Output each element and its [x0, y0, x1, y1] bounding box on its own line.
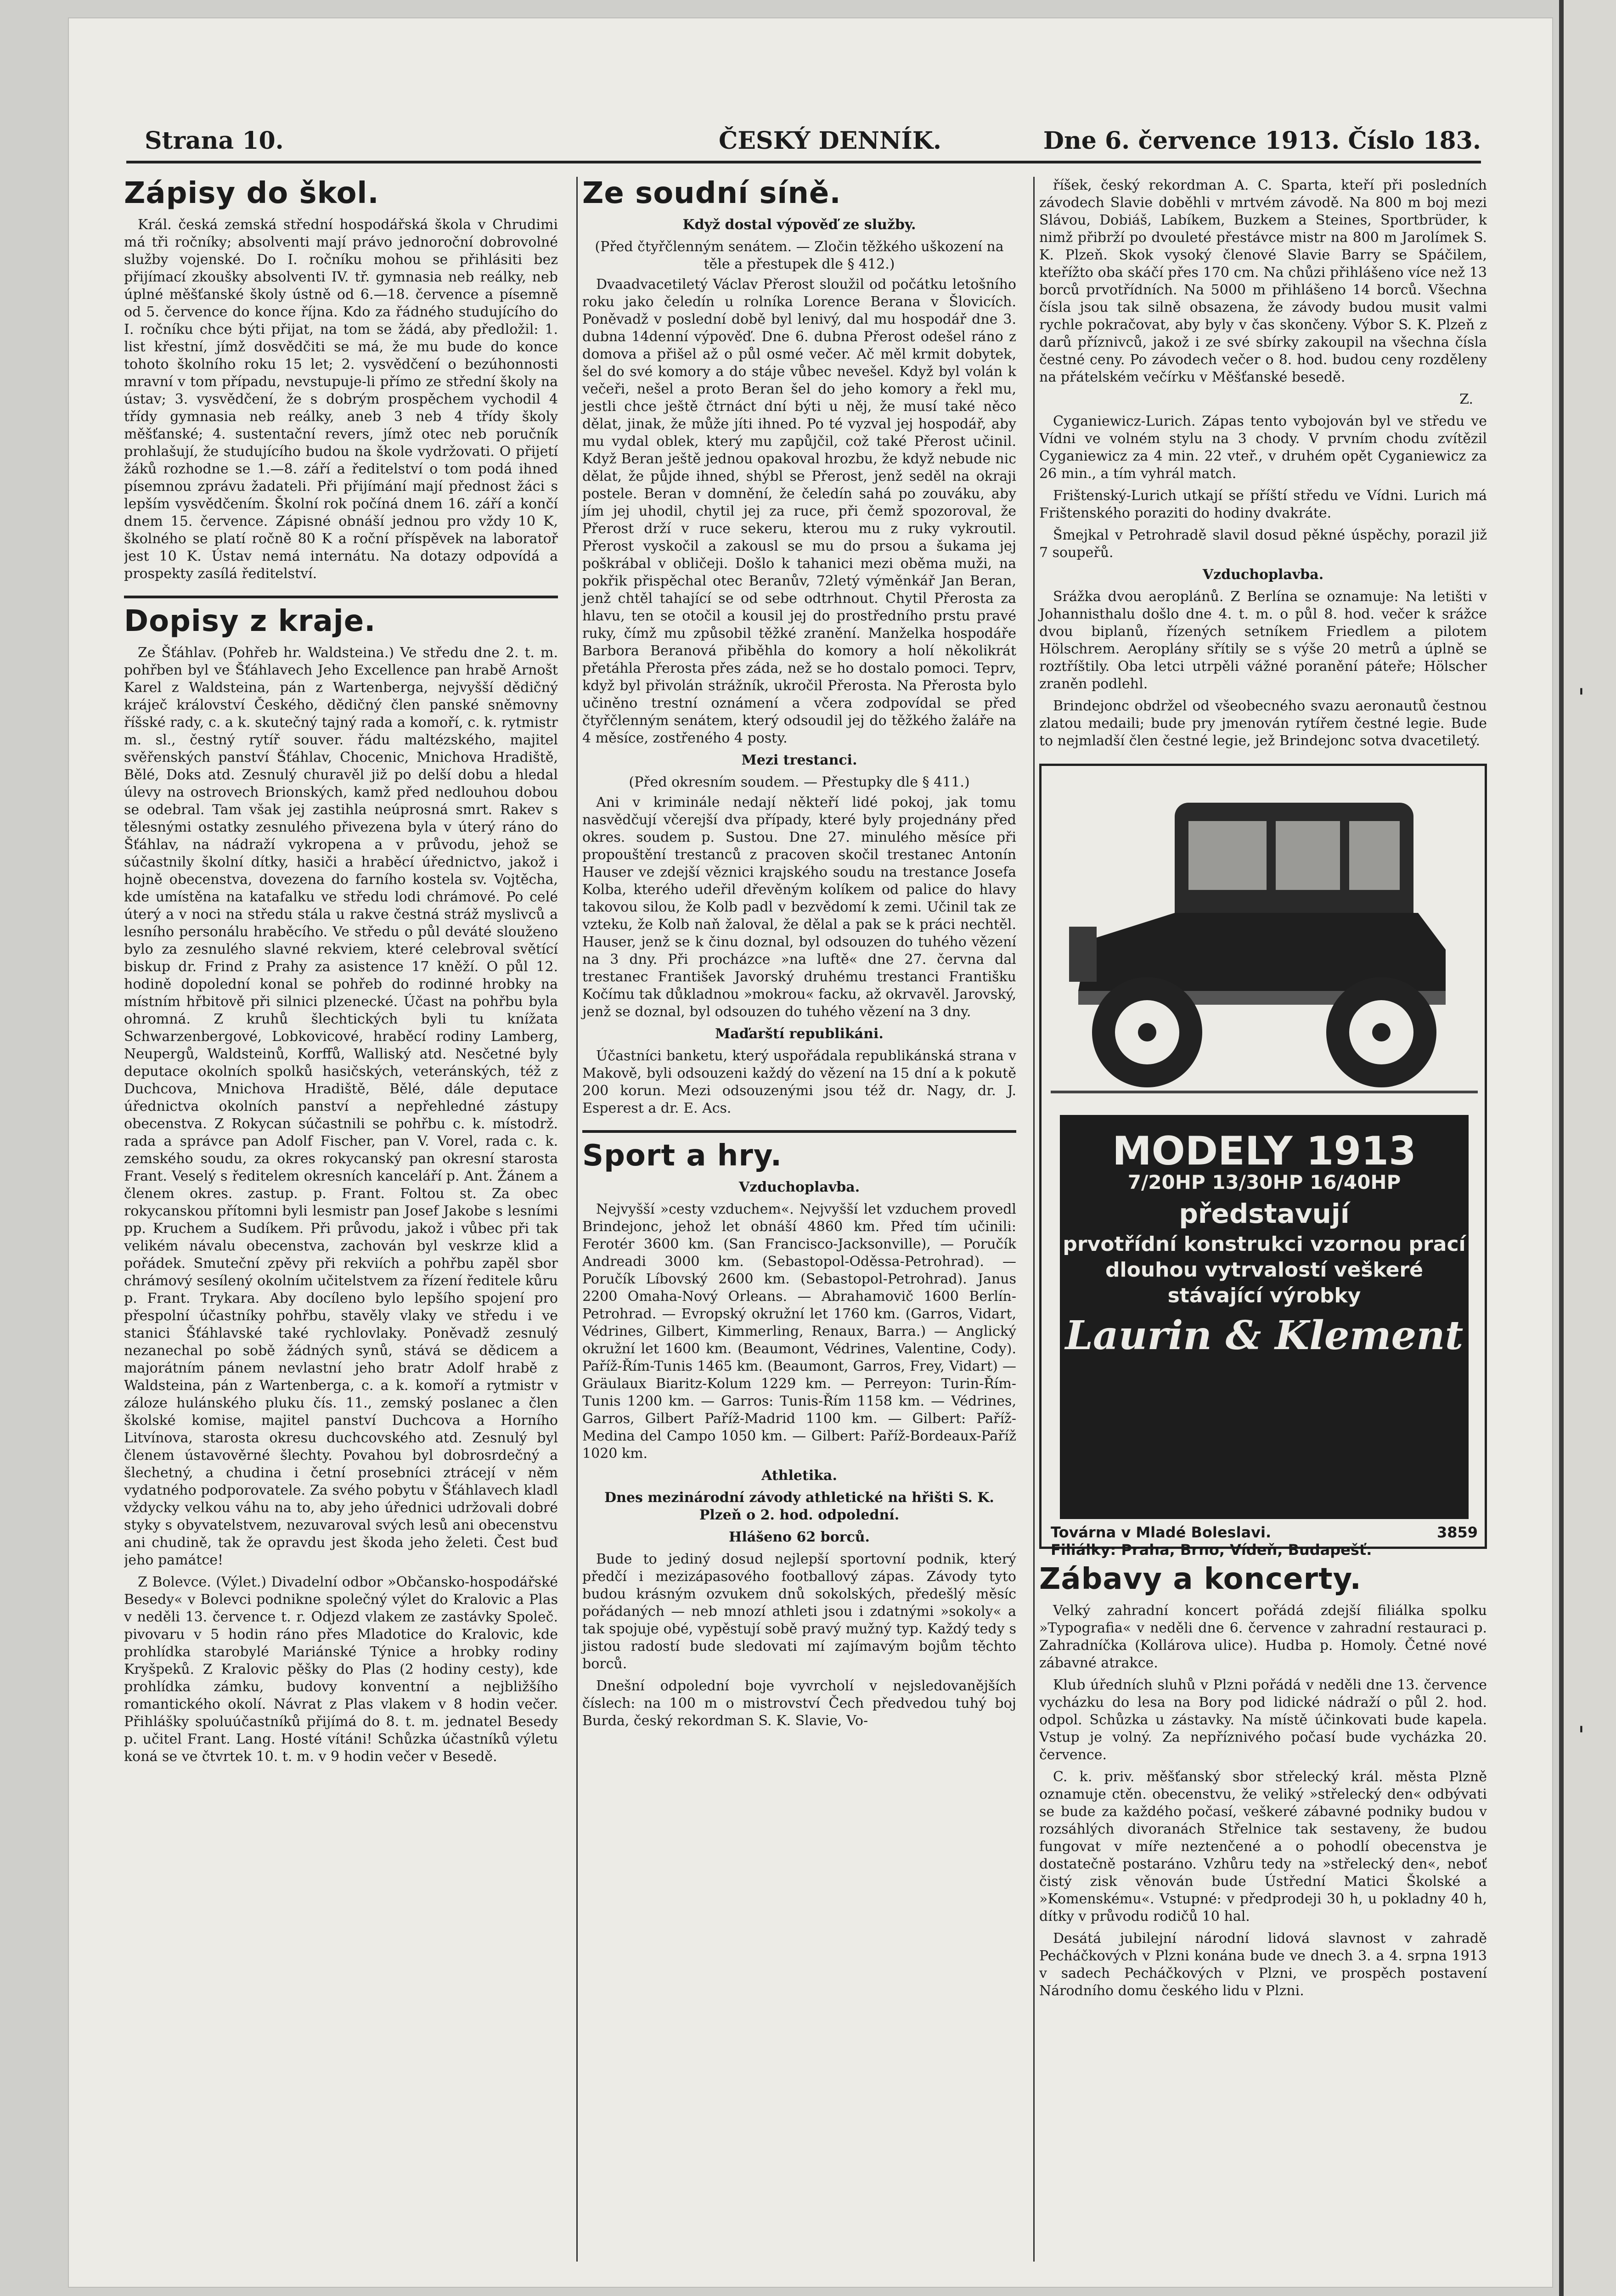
article-subtitle: (Před okresním soudem. — Přestupky dle § 411.) [629, 774, 970, 790]
edge-mark: ˌ [1577, 1704, 1585, 1736]
article-text: Účastníci banketu, který uspořádala republikánská strana v Makově, byli odsouzeni každý do vězení na 15 dní a k pokutě 200 korun. Mezi odsouzenými jsou též dr. Nagy, dr. J. Esperest a dr. E. Acs. [582, 1048, 1016, 1116]
masthead-title: ČESKÝ DENNÍK. [719, 127, 942, 155]
article-subhead: Hlášeno 62 borců. [729, 1529, 870, 1545]
issue-date: Dne 6. července 1913. Číslo 183. [1043, 127, 1481, 155]
ad-branches: Filiálky: Praha, Brno, Vídeň, Budapešť. [1051, 1541, 1372, 1559]
article-headline: Vzduchoplavba. [738, 1179, 860, 1195]
section-title-zapisy: Zápisy do škol. [124, 177, 379, 210]
ad-footer [1051, 1524, 1478, 1559]
section-title-zabavy: Zábavy a koncerty. [1039, 1562, 1362, 1596]
section-divider [582, 1130, 1016, 1133]
article-headline: Athletika. [761, 1468, 837, 1484]
ad-description: prvotřídní konstrukci vzornou prací dlouhou vytrvalostí veškeré stávající výrobky [1063, 1232, 1466, 1307]
article-text: C. k. priv. měšťanský sbor střelecký král. města Plzně oznamuje ctěn. obecenstvu, že veliký »střelecký den« odbývati se bude za každého počasí, veškeré zábavné podniky budou v rozsáhlých divoranách Střelnice tak sestaveny, že budou fungovat v míře neztenčené a o pohodlí obecenstva je dostatečně postaráno. Vzhůru tedy na »střelecký den«, neboť čistý zisk věnován bude Ústřední Matici Školské a »Komenskému«. Vstupné: v předprodeji 30 h, u pokladny 40 h, dítky v průvodu rodičů 10 hal. [1039, 1769, 1487, 1925]
column-2 [576, 177, 1016, 2262]
adjacent-page-edge [1559, 0, 1616, 2296]
ad-brand-logo: Laurin & Klement [1065, 1312, 1464, 1359]
section-title-soud: Ze soudní síně. [582, 177, 841, 210]
article-text: Šmejkal v Petrohradě slavil dosud pěkné úspěchy, porazil již 7 soupeřů. [1039, 527, 1487, 561]
article-text: Nejvyšší »cesty vzduchem«. Nejvyšší let vzduchem provedl Brindejonc, jehož let obnáší 4860 km. Před tím učinili: Ferotér 3600 km. (San Francisco-Jacksonville), — Poručík Andreadi 3000 km. (Sebastopol-Oděssa-Petrohrad). — Poručík Líbovský 2600 km. (Sebastopol-Petrohrad). Janus 2200 Omaha-Nový Orleans. — Abrahamovič 1600 Berlín-Petrohrad. — Evropský okružní let 1760 km. (Garros, Vidart, Védrines, Gilbert, Kimmerling, Renaux, Barra.) — Anglický okružní let 1600 km. (Beaumont, Védrines, Valentine, Cody). Paříž-Řím-Tunis 1465 km. (Beaumont, Garros, Frey, Vidart) — Gräulaux Biaritz-Kolum 1229 km. — Perreyon: Turin-Řím-Tunis 1200 km. — Garros: Tunis-Řím 1158 km. — Védrines, Garros, Gilbert Paříž-Madrid 1100 km. — Gilbert: Paříž-Medina del Campo 1050 km. — Gilbert: Paříž-Bordeaux-Paříž 1020 km. [582, 1201, 1016, 1462]
article-headline: Maďarští republikáni. [715, 1026, 884, 1042]
article-subhead: Dnes mezinárodní závody athletické na hřišti S. K. Plzeň o 2. hod. odpolední. [604, 1490, 994, 1523]
article-text: Ze Šťáhlav. (Pohřeb hr. Waldsteina.) Ve středu dne 2. t. m. pohřben byl ve Šťáhlavech Jeho Excellence pan hrabě Arnošt Karel z Waldsteina, pán z Wartenberga, nejvyšší dědičný kráječ království Českého, dědičný člen panské sněmovny říšské rady, c. a k. skutečný tajný rada a komoří, c. k. rytmistr m. sl., čestný rytíř souver. řádu maltézského, majitel svěřenských panství Šťáhlav, Chocenic, Mnichova Hradiště, Bělé, Doks atd. Zesnulý churavěl již po delší dobu a hledal úlevy na ostrovech Brionských, kamž před nedlouhou dobou se odebral. Tam však jej zastihla neúprosná smrt. Rakev s tělesnými ostatky zesnulého přivezena byla v úterý ráno do Šťáhlav, na nádraží vykropena a v průvodu, jehož se súčastnily školní dítky, hasiči a hraběcí úřednictvo, jakož i hojně obecenstva, dovezena do farního kostela sv. Vojtěcha, kde umístěna na katafalku ve středu lodi chrámové. Po celé úterý a v noci na středu stála u rakve čestná stráž myslivců a lesního personálu hraběcího. Ve středu o půl deváté slouženo bylo za zesnulého slavné rekviem, které celebroval světící biskup dr. Frind z Prahy za asistence 17 kněží. O půl 12. hodině dopolední konal se pohřeb do rodinné hrobky na místním hřbitově při silnici plzenecké. Účast na pohřbu byla ohromná. Z kruhů šlechtických byli tu knížata Schwarzenbergové, Lobkovicové, hraběcí rodiny Lamberg, Neupergů, Waldsteinů, Korffů, Walliský atd. Nesčetné byly deputace okolních spolků hasičských, veteránských, též z Duchcova, Mnichova Hradiště, Bělé, dále deputace úřednictva okolních panství a nepřehledné zástupy obecenstva. Z Rokycan súčastnili se pohřbu c. k. místodrž. rada a správce pan Adolf Fischer, pan V. Vorel, rada c. k. zemského soudu, za okres rokycanský pan okresní starosta Frant. Veselý s ředitelem okresních kanceláří p. Ant. Žánem a členem okres. zastup. p. Frant. Foltou st. Za obec rokycanskou přítomni byli lesmistr pan Josef Jakobe s lesními pp. Kruchem a Sudíkem. Při průvodu, jakož i vůbec při tak velikém návalu obecenstva, zachován byl veskrze klid a pořádek. Smuteční zpěvy při rekviích a pohřbu zapěl sbor chrámový sesílený okolním učitelstvem za řízení ředitele kůru p. Frant. Trykara. Aby docíleno bylo lepšího spojení pro přespolní účastníky pohřbu, stavěly vlaky ve středu i ve stanici Šťáhlavské také rychlovlaky. Poněvadž zesnulý nezanechal po sobě žádných synů, stává se dědicem a majorátním pánem nevlastní jeho bratr Adolf hrabě z Waldsteina, pán z Wartenberga, c. a k. komoří a rytmistr v záloze hulánského pluku čís. 11., zemský poslanec a člen školské komise, majitel panství Duchcova a Horního Litvínova, starosta okresu duchcovského atd. Zesnulý byl členem ústavověrné šlechty. Povahou byl dobrosrdečný a šlechetný, a chudina i četní prosebníci ztrácejí v něm vydatného podporovatele. Za svého pobytu v Šťáhlavech kladl vždycky velkou váhu na to, aby jeho úřednici udržovali dobré styky s obyvatelstvem, nezuvaroval svých lesů ani obecenstvu ani chudině, tak že opravdu jest škoda jeho želeti. Čest buď jeho památce! [124, 645, 558, 1568]
section-divider [124, 596, 558, 598]
article-headline: Mezi trestanci. [741, 752, 857, 768]
article-text: Desátá jubilejní národní lidová slavnost v zahradě Pecháčkových v Plzni konána bude ve dnech 3. a 4. srpna 1913 v sadech Pecháčkových v Plzni, ve prospěch postavení Národního domu českého lidu v Plzni. [1039, 1930, 1487, 1999]
ad-text-panel [1060, 1115, 1469, 1519]
article-text: Dvaadvacetiletý Václav Přerost sloužil od počátku letošního roku jako čeledín u rolníka Lorence Berana v Šlovicích. Poněvadž v poslední době byl lenivý, dal mu hospodář dne 3. dubna 14denní výpověď. Dne 6. dubna Přerost odešel ráno z domova a přišel až o půl osmé večer. Ač měl krmit dobytek, šel do své komory a do stáje vůbec nevešel. Když byl volán k večeři, nešel a proto Beran šel do jeho komory a řekl mu, jestli chce ještě čtrnáct dní býti u něj, že musí také něco dělat, jinak, že může jíti ihned. Po té vyzval jej hospodář, aby mu vydal oblek, který mu zapůjčil, což také Přerost učinil. Když Beran ještě jednou opakoval hrozbu, že když nebude nic dělat, že půjde ihned, shýbl se Přerost, jenž seděl na okraji postele. Beran v domnění, že čeledín sahá po zouváku, aby jím jej uhodil, chytil jej za ruce, při čemž spozoroval, že Přerost drží v ruce sekeru, kterou mu z ruky vykroutil. Přerost vyskočil a zakousl se mu do prsou a šukama jej poškrábal v obličeji. Došlo k tahanici mezi oběma muži, na pokřik přispěchal otec Beranův, 72letý výměnkář Jan Beran, jenž chtěl tahající se od sebe odtrhnout. Chytil Přerosta za hlavu, ten se otočil a kousil jej do prostředního prstu pravé ruky, čímž mu způsobil těžké zranění. Manželka hospodáře Barbora Beranová přiběhla do komory a holí několikrát přetáhla Přerosta přes záda, než se ho dostalo pomoci. Teprv, když byl přivolán strážník, ukročil Přerosta. Na Přerosta bylo učiněno trestní oznámení a včera zodpovídal se před čtyřčlenným senátem, který odsoudil jej do těžkého žaláře na 4 měsíce, zostřeného 4 posty. [582, 276, 1016, 746]
article-text: Velký zahradní koncert pořádá zdejší filiálka spolku »Typografia« v neděli dne 6. července v zahradní restauraci p. Zahradníčka (Kollárova ulice). Hudba p. Homoly. Četné nové zábavné atrakce. [1039, 1603, 1487, 1671]
ad-code: 3859 [1436, 1524, 1478, 1541]
article-text: říšek, český rekordman A. C. Sparta, kteří při posledních závodech Slavie doběhli v mrtvém závodě. Na 800 m boj mezi Slávou, Dobiáš, Labíkem, Buzkem a Steines, Sportbrüder, k nimž přibrží po dvouleté přestávce mistr na 800 m Jarolímek S. K. Plzeň. Skok vysoký členové Slavie Barry se Spáčilem, kteřížto oba skáčí přes 170 cm. Na chůzi přihlášeno více než 13 borců prvotřídních. Na 5000 m přihlášeno 14 borců. Všechna čísla jsou tak silně obsazena, že závody budou musit valmi rychle pokračovat, aby byly v čas skončeny. Výbor S. K. Plzeň z darů příznivců, jakož i ze své sbírky zakoupil na všechna čísla čestné ceny. Po závodech večer o 8. hod. budou ceny rozděleny na přátelském večírku v Měšťanské besedě. [1039, 177, 1487, 385]
section-title-dopisy: Dopisy z kraje. [124, 604, 376, 638]
article-headline: Když dostal výpověď ze služby. [682, 217, 916, 233]
column-1 [124, 177, 558, 2262]
page-number: Strana 10. [145, 127, 284, 155]
article-text: Cyganiewicz-Lurich. Zápas tento vybojován byl ve středu ve Vídni ve volném stylu na 3 chody. V prvním chodu zvítězil Cyganiewicz za 4 min. 22 vteř., v druhém opět Cyganiewicz za 26 min., a tím vyhrál match. [1039, 413, 1487, 482]
article-text: Dnešní odpolední boje vyvrcholí v nejsledovanějších číslech: na 100 m o mistrovství Čech předvedou tuhý boj Burda, český rekordman S. K. Slavie, Vo- [582, 1678, 1016, 1729]
ad-factory: Továrna v Mladé Boleslavi. [1051, 1524, 1272, 1541]
article-headline: Vzduchoplavba. [1202, 567, 1324, 583]
article-text: Frištenský-Lurich utkají se příští středu ve Vídni. Lurich má Frištenského poraziti do hodiny dvakráte. [1039, 488, 1487, 521]
article-signature: Z. [1459, 391, 1473, 407]
section-title-sport: Sport a hry. [582, 1139, 783, 1173]
article-text: Klub úředních sluhů v Plzni pořádá v neděli dne 13. července vycházku do lesa na Bory pod lidické nádraží o půl 2. hod. odpol. Schůzka u zástavky. Na místě účinkovati bude kapela. Vstup je volný. Za nepříznivého počasí bude vycházka 20. července. [1039, 1677, 1487, 1763]
page-header [126, 124, 1481, 163]
ad-title: MODELY 1913 [1112, 1128, 1416, 1174]
article-text: Ani v kriminále nedají někteří lidé pokoj, jak tomu nasvědčují včerejší dva případy, které byly projednány před okres. soudem p. Sustou. Dne 27. minulého měsíce při propouštění trestanců z pracoven skočil trestanec Antonín Hauser ve zdejší věznici krajského soudu na trestance Josefa Kolba, kterého udeřil dřevěným kolíkem od palice do hlavy takovou silou, že Kolb padl v bezvědomí k zemi. Učinil tak ze vzteku, že Kolb naň žaloval, že dělal a pak se k práci nechtěl. Hauser, jenž se k činu doznal, byl odsouzen do tuhého vězení na 3 dny. Při procházce »na luftě« dne 27. června dal trestanec František Javorský druhému trestanci Františku Kočímu tak důkladnou »mokrou« facku, až okrvavěl. Jarovský, jenž se doznal, byl odsouzen do tuhého vězení na 3 dny. [582, 794, 1016, 1020]
article-text: Brindejonc obdržel od všeobecného svazu aeronautů čestnou zlatou medaili; bude pry jmenován rytířem čestné legie. Bude to nejmladší člen čestné legie, jež Brindejonc sotva dvacetiletý. [1039, 698, 1487, 749]
article-text: Král. česká zemská střední hospodářská škola v Chrudimi má tři ročníky; absolventi mají právo jednoroční dobrovolné služby vojenské. Do I. ročníku mohou se přihlásiti bez přijímací zkoušky absolventi IV. tř. gymnasia neb reálky, neb úplné měšťanské školy ústně od 6.—18. července a písemně od 5. července do konce října. Kdo za řádného studujícího do I. ročníku chce býti přijat, na tom se žádá, aby předložil: 1. list křestní, jímž dosvědčiti se má, že mu bude do konce tohoto školního roku 15 let; 2. vysvědčení o bezúhonnosti mravní v tom případu, nevstupuje-li přímo ze střední školy na ústav; 3. vysvědčení, že s dobrým prospěchem vychodil 4 třídy gymnasia neb reálky, aneb 3 neb 4 třídy školy měšťanské; 4. sustentační revers, jímž otec neb poručník prohlašují, že studujícího budou na škole vydržovati. O přijetí žáků rozhodne se 1.—8. září a ředitelství o tom podá ihned písemnou zprávu žadateli. Při přijímání mají přednost žáci s lepším vysvědčením. Školní rok počíná dnem 16. září a končí dnem 15. července. Zápisné obnáší jednou pro vždy 10 K, školného se platí ročně 80 K a roční příspěvek na laboratoř jest 10 K. Ústav nemá internátu. Na dotazy odpovídá a prospekty zasílá ředitelství. [124, 217, 558, 582]
car-illustration [1051, 775, 1478, 1106]
edge-mark: ˌ [1577, 666, 1585, 698]
column-3 [1033, 177, 1487, 2262]
laurin-klement-advertisement [1039, 764, 1487, 1559]
article-subtitle: (Před čtyřčlenným senátem. — Zločin těžkého uškození na těle a přestupek dle § 412.) [595, 239, 1004, 272]
article-text: Srážka dvou aeroplánů. Z Berlína se oznamuje: Na letišti v Johannisthalu došlo dne 4. t. m. o půl 8. hod. večer k srážce dvou biplanů, řízených setníkem Friedlem a pilotem Hölschrem. Aeroplány sřítily se s výše 20 metrů a úplně se roztříštily. Oba letci utrpěli vážné poranění páteře; Hölscher zraněn podlehl. [1039, 589, 1487, 692]
ad-tagline: představují [1179, 1198, 1350, 1229]
article-text: Z Bolevce. (Výlet.) Divadelní odbor »Občansko-hospodářské Besedy« v Bolevci podnikne společný výlet do Kralovic a Plas v neděli 13. července t. r. Odjezd vlakem ze zastávky Společ. pivovaru v 5 hodin ráno přes Mladotice do Kralovic, kde prohlídka starobylé Mariánské Týnice a hrobky rodiny Kryšpeků. Z Kralovic pěšky do Plas (2 hodiny cesty), kde prohlídka zámku, budovy konventní a nejbližšího romantického okolí. Návrat z Plas vlakem v 8 hodin večer. Přihlášky spoluúčastníků přijímá do 8. t. m. jednatel Besedy p. učitel Frant. Lang. Hosté vítáni! Schůzka účastníků výletu koná se ve čtvrtek 10. t. m. v 9 hodin večer v Besedě. [124, 1574, 558, 1765]
ad-models: 7/20HP 13/30HP 16/40HP [1127, 1171, 1401, 1193]
article-text: Bude to jediný dosud nejlepší sportovní podnik, který předčí i mezizápasového footballový zápas. Závody tyto budou krásným ozvukem dnů sokolských, předešlý měsíc pořádaných — neb mnozí athleti jsou i zdatnými »sokoly« a tak spojuje obé, vypěstují sobě pravý mužný typ. Každý tedy s jistou radostí bude sledovati mí zajímavým bojům těchto borců. [582, 1551, 1016, 1672]
